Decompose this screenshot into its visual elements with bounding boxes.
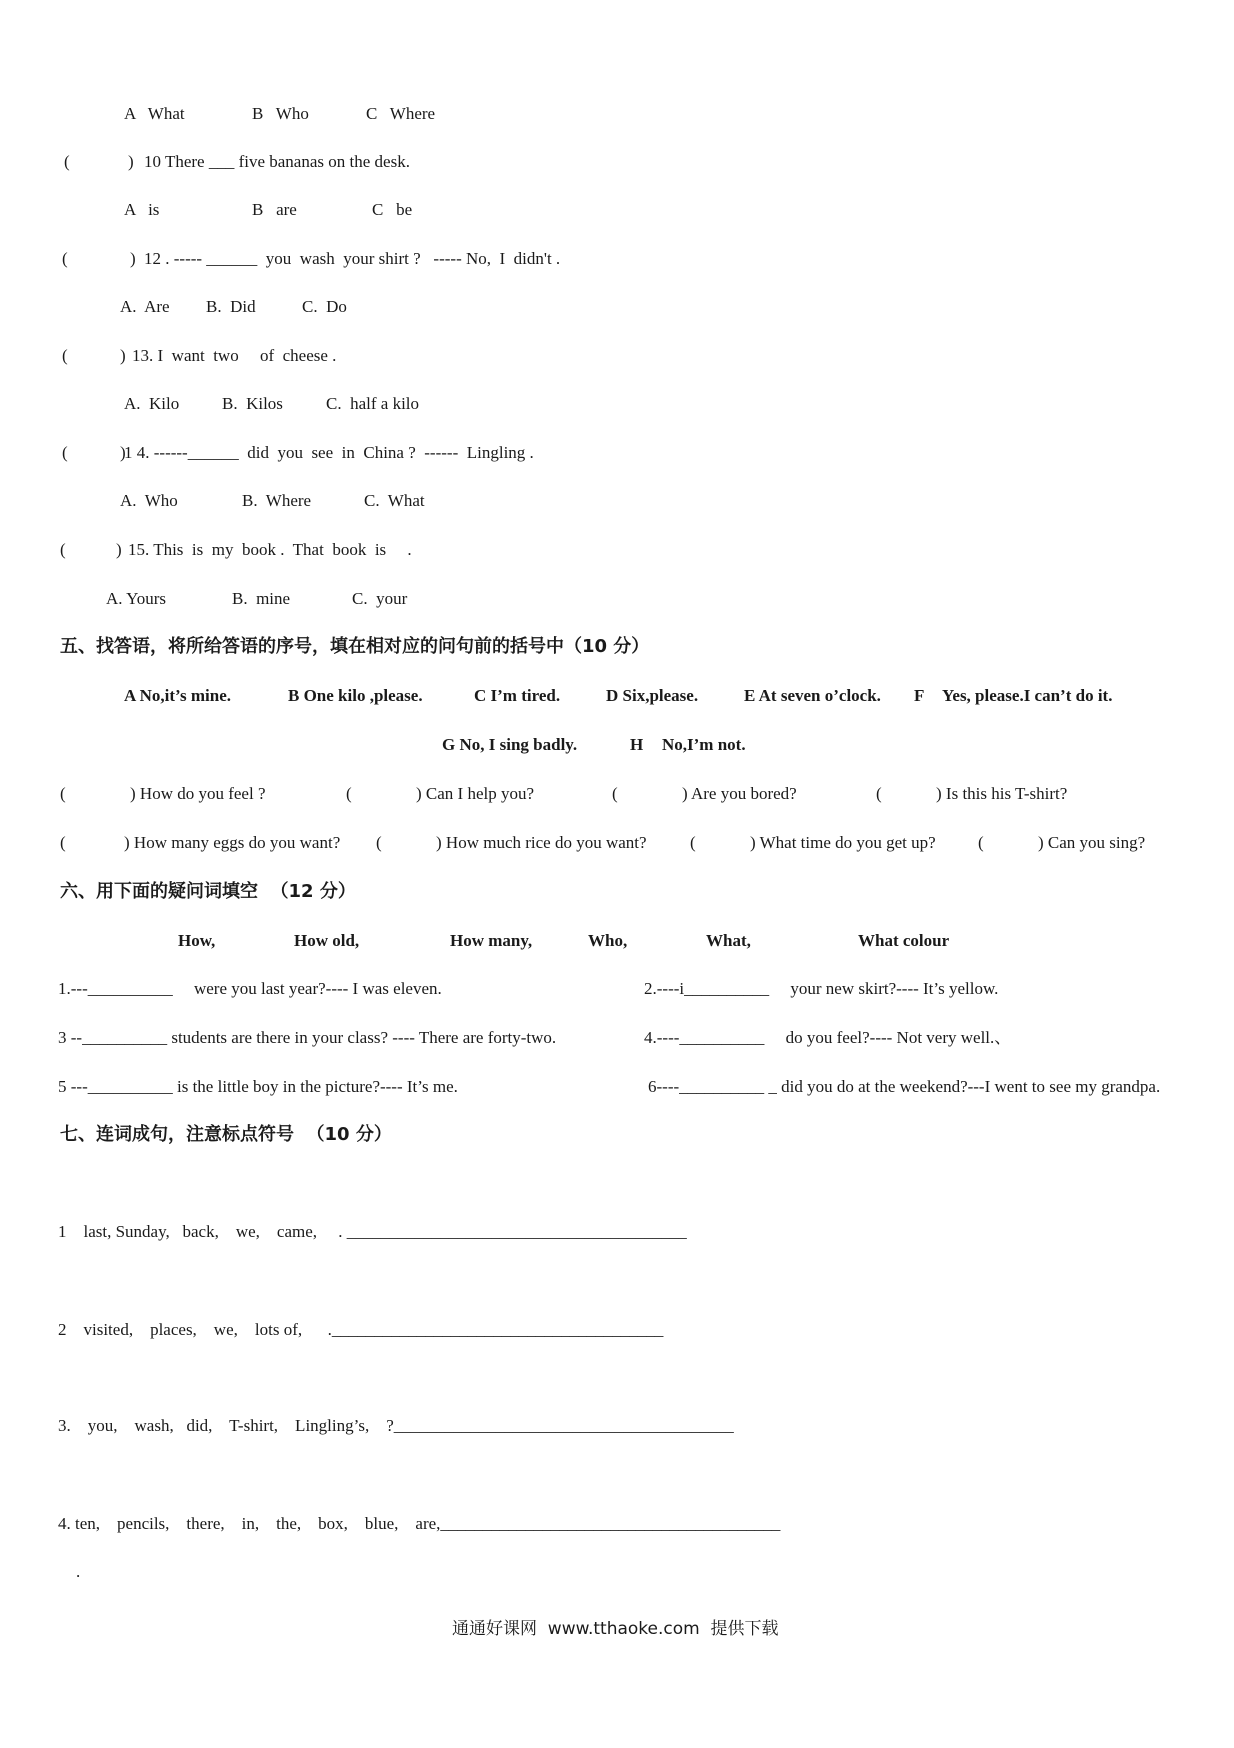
answer-f: Yes, please.I can’t do it. xyxy=(942,686,1113,705)
q12-option-b: B. Did xyxy=(206,297,256,316)
s7-item-3: 3. you, wash, did, T-shirt, Lingling’s, ?________________________________________ xyxy=(58,1416,734,1435)
q15-option-c: C. your xyxy=(352,589,408,608)
s5-q4-text: ) Is this his T-shirt? xyxy=(936,784,1068,803)
answer-d: D Six,please. xyxy=(606,686,699,705)
s5-q8-paren: ( xyxy=(978,833,984,852)
s7-item-2: 2 visited, places, we, lots of, ._______________________________________ xyxy=(58,1320,664,1339)
q10-paren: ( xyxy=(64,152,70,171)
answer-h-letter: H xyxy=(630,735,644,754)
q12-paren-close: ) xyxy=(130,249,136,268)
q15-option-b: B. mine xyxy=(232,589,291,608)
q13-option-a: A. Kilo xyxy=(124,394,180,413)
s7-item-4: 4. ten, pencils, there, in, the, box, blue, are,________________________________________ xyxy=(58,1514,781,1533)
q12-paren: ( xyxy=(62,249,68,268)
q12-option-a: A. Are xyxy=(120,297,170,316)
q10-option-c: C be xyxy=(372,200,413,219)
word-how-old: How old, xyxy=(294,931,360,950)
q13-paren: ( xyxy=(62,346,68,365)
s6-item-4: 4.----__________ do you feel?---- Not very well.、 xyxy=(644,1028,1012,1047)
answer-h: No,I’m not. xyxy=(662,735,746,754)
q13-text: 13. I want two of cheese . xyxy=(132,346,337,365)
s5-q6-paren: ( xyxy=(376,833,382,852)
q15-paren: ( xyxy=(60,540,66,559)
answer-g: G No, I sing badly. xyxy=(442,735,578,754)
q14-option-b: B. Where xyxy=(242,491,312,510)
s5-q7-paren: ( xyxy=(690,833,696,852)
q13-option-b: B. Kilos xyxy=(222,394,283,413)
word-how-many: How many, xyxy=(450,931,533,950)
section7-heading: 七、连词成句，注意标点符号 （10 分） xyxy=(60,1124,392,1145)
q14-option-a: A. Who xyxy=(120,491,178,510)
s6-item-3: 3 --__________ students are there in your class? ---- There are forty-two. xyxy=(58,1028,557,1047)
word-what-colour: What colour xyxy=(858,931,950,950)
q9-option-a: A What xyxy=(124,104,185,123)
s5-q2-paren: ( xyxy=(346,784,352,803)
q10-paren-close: ) xyxy=(128,152,134,171)
section6-heading: 六、用下面的疑问词填空 （12 分） xyxy=(60,881,356,902)
q12-text: 12 . ----- ______ you wash your shirt ? ----- No, I didn't . xyxy=(144,249,561,268)
q15-text: 15. This is my book . That book is . xyxy=(128,540,412,559)
answer-f-letter: F xyxy=(914,686,925,705)
s6-item-1: 1.---__________ were you last year?---- I was eleven. xyxy=(58,979,442,998)
section5-heading: 五、找答语，将所给答语的序号，填在相对应的问句前的括号中（10 分） xyxy=(60,636,650,657)
s7-item-4-period: . xyxy=(76,1562,81,1581)
s5-q5-paren: ( xyxy=(60,833,66,852)
answer-a: A No,it’s mine. xyxy=(124,686,232,705)
q14-paren: ( xyxy=(62,443,68,462)
s5-q6-text: ) How much rice do you want? xyxy=(436,833,647,852)
word-how: How, xyxy=(178,931,216,950)
s5-q2-text: ) Can I help you? xyxy=(416,784,535,803)
q13-option-c: C. half a kilo xyxy=(326,394,420,413)
q12-option-c: C. Do xyxy=(302,297,347,316)
s5-q1-text: ) How do you feel ? xyxy=(130,784,266,803)
s5-q8-text: ) Can you sing? xyxy=(1038,833,1146,852)
s6-item-2: 2.----i__________ your new skirt?---- It’s yellow. xyxy=(644,979,999,998)
s5-q4-paren: ( xyxy=(876,784,882,803)
s5-q1-paren: ( xyxy=(60,784,66,803)
s5-q5-text: ) How many eggs do you want? xyxy=(124,833,341,852)
answer-b: B One kilo ,please. xyxy=(288,686,423,705)
s5-q3-text: ) Are you bored? xyxy=(682,784,797,803)
s7-item-1: 1 last, Sunday, back, we, came, . ________________________________________ xyxy=(58,1222,687,1241)
q14-text: 1 4. ------______ did you see in China ? ------ Lingling . xyxy=(124,443,534,462)
word-who: Who, xyxy=(588,931,628,950)
q15-option-a: A. Yours xyxy=(106,589,166,608)
q15-paren-close: ) xyxy=(116,540,122,559)
footer-source: 通通好课网 www.tthaoke.com 提供下载 xyxy=(452,1619,779,1639)
q9-option-c: C Where xyxy=(366,104,436,123)
s6-item-6: 6----__________ _ did you do at the weekend?---I went to see my grandpa. xyxy=(648,1077,1161,1096)
q10-option-a: A is xyxy=(124,200,160,219)
s5-q3-paren: ( xyxy=(612,784,618,803)
answer-e: E At seven o’clock. xyxy=(744,686,881,705)
q10-option-b: B are xyxy=(252,200,297,219)
q13-paren-close: ) xyxy=(120,346,126,365)
q9-option-b: B Who xyxy=(252,104,309,123)
s5-q7-text: ) What time do you get up? xyxy=(750,833,936,852)
q14-paren-close: ) xyxy=(120,443,126,462)
q10-text: 10 There ___ five bananas on the desk. xyxy=(144,152,410,171)
s6-item-5: 5 ---__________ is the little boy in the picture?---- It’s me. xyxy=(58,1077,458,1096)
word-what: What, xyxy=(706,931,751,950)
q14-option-c: C. What xyxy=(364,491,425,510)
answer-c: C I’m tired. xyxy=(474,686,561,705)
